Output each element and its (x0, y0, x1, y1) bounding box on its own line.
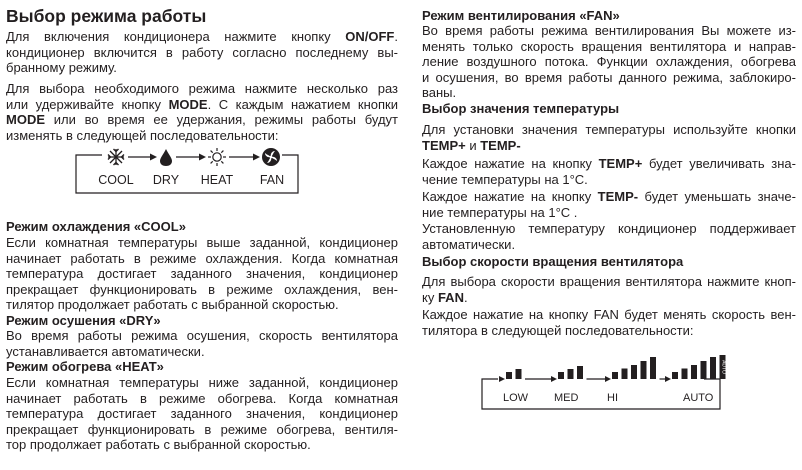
text-line: начинает работать в режиме обогрева. Когда комнатная (6, 390, 398, 406)
drop-icon (160, 149, 172, 166)
text-segment: бранному режиму. (6, 60, 117, 75)
text-line (6, 81, 398, 97)
fan-icon (262, 148, 280, 166)
text-line: и осушения, во время работы данного режима, заблокиро- (422, 69, 796, 85)
speed-bar (631, 365, 637, 379)
text-segment: Для выбора необходимого режима нажмите несколько раз (6, 81, 398, 96)
bold-term: FAN (437, 289, 464, 305)
text-segment: кондиционер включится в работу согласно последнему вы- (6, 44, 398, 60)
speed-label-auto: AUTO (683, 392, 714, 404)
text-segment: ку (422, 289, 438, 305)
text-line (6, 97, 398, 113)
text-segment: . (463, 289, 468, 305)
text-line (422, 205, 796, 221)
arrow-icon (128, 154, 157, 161)
text-line: тилятор продолжает работать с выбранной скоростью. (6, 297, 339, 312)
speed-bar (506, 372, 512, 379)
fan-speed-paragraph-2 (422, 307, 796, 338)
text-segment: изменять в следующей последовательности: (6, 127, 279, 143)
speed-bar (701, 361, 707, 379)
text-line (422, 274, 796, 290)
cool-heading: Режим охлаждения «COOL» (6, 219, 186, 234)
text-segment: Каждое нажатие на кнопку (422, 156, 599, 171)
intro-paragraph-2 (6, 81, 398, 143)
text-segment: Для включения кондиционера нажмите кнопку (6, 29, 346, 44)
text-line: устанавливается автоматически. (6, 343, 205, 359)
text-segment: ние температуры на 1°C . (422, 204, 578, 220)
text-line (422, 122, 796, 138)
speed-bar (691, 365, 697, 379)
arrow-icon (499, 376, 505, 382)
text-line (422, 189, 796, 205)
text-segment: . (394, 29, 398, 44)
text-line: прекращает функционировать в режиме охлаждения, вен- (6, 281, 398, 297)
speed-bar (568, 369, 574, 379)
intro-paragraph-1 (6, 29, 398, 76)
speed-bar (641, 361, 647, 379)
fan-speed-heading: Выбор скорости вращения вентилятора (422, 254, 684, 269)
speed-label-med: MED (554, 392, 579, 404)
text-line (422, 237, 796, 253)
text-segment: будет уменьшать значе- (638, 189, 796, 204)
arrow-icon (229, 154, 260, 161)
text-line (6, 45, 398, 61)
text-segment: будет увеличивать зна- (642, 156, 796, 171)
mode-label-cool: COOL (98, 173, 134, 187)
text-line (422, 172, 796, 188)
bold-term: TEMP+ (422, 137, 466, 153)
text-line: ваны. (422, 85, 457, 100)
heat-paragraph (6, 375, 398, 453)
text-segment: автоматически. (422, 236, 516, 252)
bold-term: TEMP+ (598, 156, 643, 171)
text-line: температура достигает заданного значения, кондиционер (6, 266, 398, 281)
text-line: температура достигает заданного значения, кондиционер (6, 406, 398, 421)
text-line: ление воздушного потока. Функции охлаждения, обогрева (422, 54, 796, 69)
text-line (422, 221, 796, 237)
speed-bar (577, 366, 583, 379)
text-line: Если комнатная температуры ниже заданной, кондиционер (6, 375, 398, 390)
text-line: Если комнатная температуры выше заданной, кондиционер (6, 235, 398, 250)
text-segment: или во время ее удержания, режимы работы будут (45, 112, 398, 127)
cool-paragraph (6, 235, 398, 313)
bold-term: MODE (6, 112, 45, 127)
dry-heading: Режим осушения «DRY» (6, 313, 161, 328)
text-segment: Установленную температуру кондиционер поддерживает (422, 221, 796, 236)
text-line (6, 29, 398, 45)
snowflake-icon (108, 149, 124, 165)
speed-bar (682, 369, 688, 380)
arrow-icon (176, 154, 206, 161)
text-line (6, 128, 398, 144)
text-segment: или удерживайте кнопку (6, 96, 169, 112)
fan-mode-paragraph (422, 23, 796, 101)
fan-mode-heading: Режим вентилирования «FAN» (422, 8, 620, 23)
arrow-icon (665, 376, 671, 382)
dry-paragraph (6, 328, 398, 359)
mode-label-dry: DRY (152, 173, 180, 187)
text-segment: Каждое нажатие на кнопку (422, 189, 598, 204)
speed-bar (650, 357, 656, 379)
text-line: Во время работы режима вентилирования Вы можете из- (422, 23, 796, 38)
text-line: начинает работать в режиме охлаждения. Когда комнатная (6, 250, 398, 266)
text-line: тор продолжает работать с выбранной скоростью. (6, 437, 311, 452)
bold-term: MODE (168, 96, 208, 112)
text-line (422, 323, 796, 339)
text-line (422, 290, 796, 306)
text-segment: тилятора в следующей последовательности: (422, 322, 694, 338)
text-line (422, 138, 796, 154)
mode-label-fan: FAN (259, 173, 285, 187)
text-segment: . С каждым нажатием кнопки (207, 96, 398, 112)
text-line (6, 60, 398, 76)
text-line: прекращает функционировать в режиме обогрева, вентиля- (6, 421, 398, 437)
text-segment: Для установки значения температуры используйте кнопки (422, 122, 796, 137)
text-line (422, 307, 796, 323)
bold-term: TEMP- (480, 137, 521, 153)
text-line (422, 156, 796, 172)
text-line: Во время работы режима осушения, скорость вентилятора (6, 328, 398, 343)
arrow-icon (605, 376, 611, 382)
temp-paragraph-3 (422, 189, 796, 220)
text-line: менять только скорость вращения вентилятора и направ- (422, 38, 796, 54)
bold-term: ON/OFF (345, 29, 395, 44)
arrow-icon (551, 376, 557, 382)
temp-paragraph-2 (422, 156, 796, 187)
speed-bar (558, 372, 564, 379)
text-segment: Для выбора скорости вращения вентилятора нажмите кноп- (422, 274, 796, 289)
temp-paragraph-1 (422, 122, 796, 153)
speed-bar (516, 369, 522, 379)
mode-cycle-diagram (66, 148, 316, 198)
fan-speed-paragraph-1 (422, 274, 796, 305)
mode-label-heat: HEAT (200, 173, 234, 187)
sun-icon (208, 148, 226, 166)
speed-label-low: LOW (503, 392, 529, 404)
temp-heading: Выбор значения температуры (422, 101, 620, 116)
text-segment: чение температуры на 1°C. (422, 171, 588, 187)
bold-term: TEMP- (597, 189, 639, 204)
heat-heading: Режим обогрева «HEAT» (6, 359, 164, 374)
speed-label-hi: HI (607, 392, 618, 404)
page-title: Выбор режима работы (6, 6, 207, 26)
text-segment: и (465, 137, 481, 153)
speed-bar (612, 372, 618, 379)
speed-bar (710, 357, 716, 379)
temp-paragraph-4 (422, 221, 796, 252)
fan-speed-diagram (478, 355, 728, 415)
auto-tag-label: AUTO (720, 360, 727, 374)
speed-bar (672, 372, 678, 379)
text-segment: Каждое нажатие на кнопку FAN будет менять скорость вен- (422, 307, 796, 322)
text-line (6, 112, 398, 128)
speed-bar (622, 369, 628, 380)
